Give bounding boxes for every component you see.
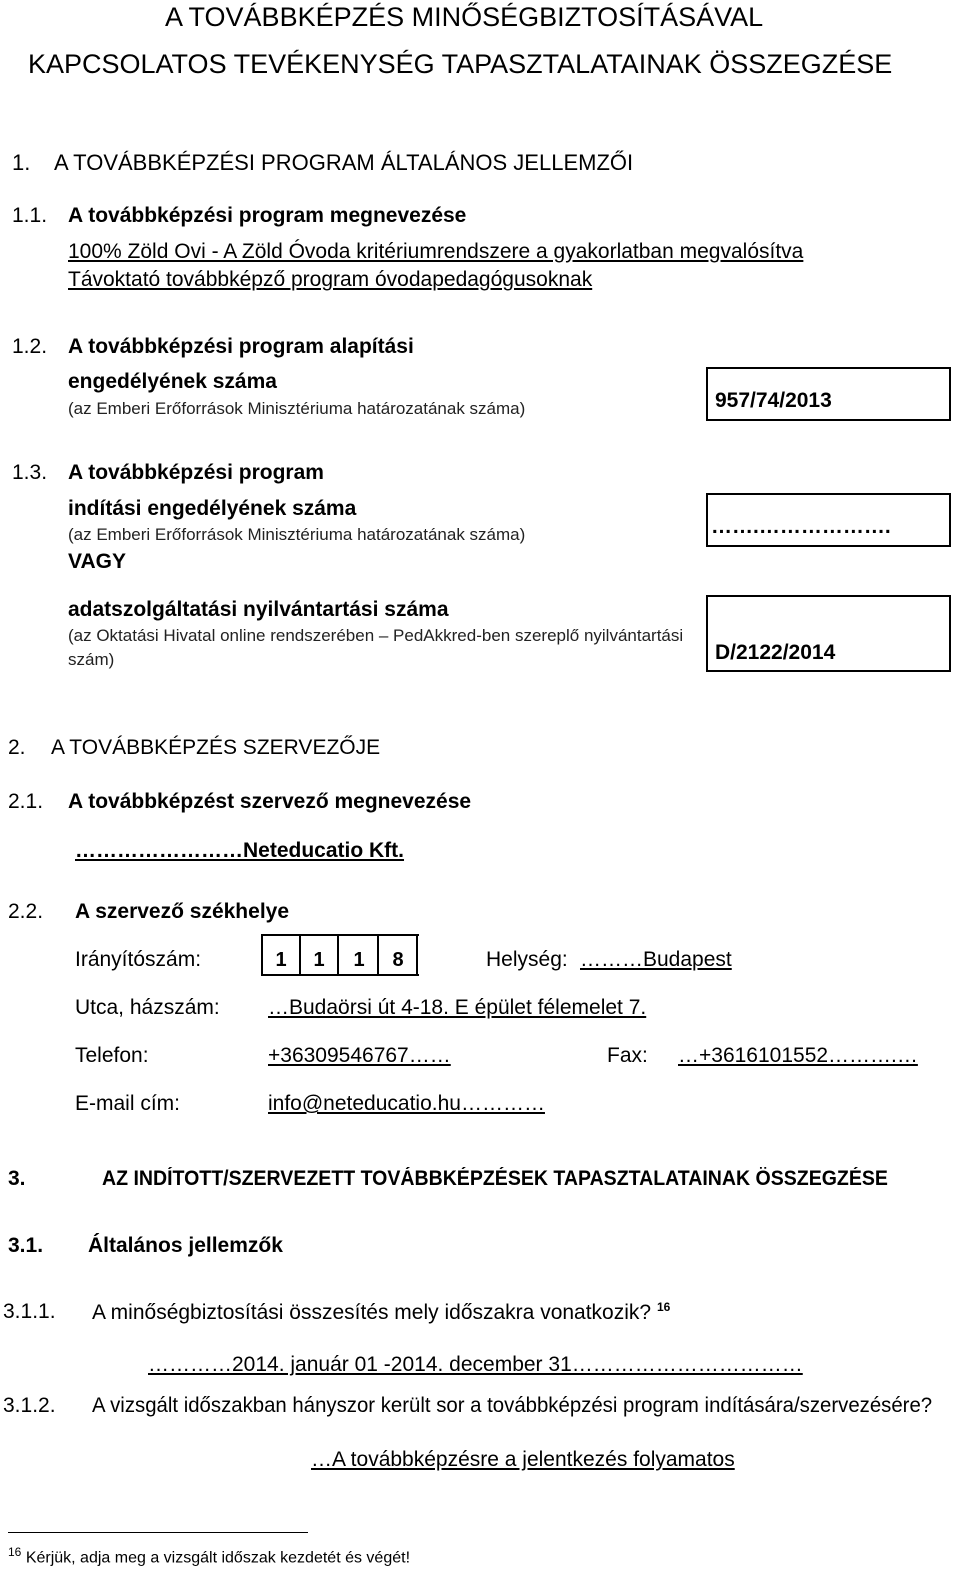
email-label: E-mail cím:	[75, 1092, 180, 1115]
s11-value-line2: Távoktató továbbképző program óvodapedagógusoknak	[68, 268, 593, 291]
section3-heading: AZ INDÍTOTT/SZERVEZETT TOVÁBBKÉPZÉSEK TAPASZTALATAINAK ÖSSZEGZÉSE	[102, 1167, 888, 1190]
footnote-number: 16	[8, 1545, 22, 1559]
s13-label-line1: A továbbképzési program	[68, 461, 324, 484]
s13-value2: D/2122/2014	[715, 641, 836, 664]
s12-label-line2: engedélyének száma	[68, 370, 277, 393]
s21-label: A továbbképzést szervező megnevezése	[68, 790, 472, 813]
q1-number: 3.1.1.	[3, 1300, 56, 1323]
s13-label-line2: indítási engedélyének száma	[68, 497, 357, 520]
zip-digit: 8	[380, 936, 418, 976]
section1-number: 1.	[12, 150, 31, 175]
s13-or: VAGY	[68, 550, 126, 573]
street-label: Utca, házszám:	[75, 996, 220, 1019]
s13-number: 1.3.	[12, 461, 48, 484]
city-label: Helység:	[486, 948, 568, 971]
phone-value: +36309546767……	[268, 1044, 451, 1067]
s12-number: 1.2.	[12, 335, 48, 358]
q1-text: A minőségbiztosítási összesítés mely időszakra vonatkozik?	[92, 1301, 652, 1324]
s21-value: ……………………Neteducatio Kft.	[75, 839, 405, 862]
q1-answer: …………2014. január 01 -2014. december 31……………………………	[148, 1353, 803, 1376]
zip-grid	[261, 934, 419, 976]
s11-number: 1.1.	[12, 204, 48, 227]
footnote-text: Kérjük, adja meg a vizsgált időszak kezdetét és végét!	[25, 1549, 411, 1567]
zip-label: Irányítószám:	[75, 948, 202, 971]
section2-heading: A TOVÁBBKÉPZÉS SZERVEZŐJE	[51, 736, 381, 759]
s13-label2: adatszolgáltatási nyilvántartási száma	[68, 598, 449, 621]
section1-heading: A TOVÁBBKÉPZÉSI PROGRAM ÁLTALÁNOS JELLEMZŐI	[54, 150, 634, 175]
q2-answer: …A továbbképzésre a jelentkezés folyamatos	[311, 1448, 735, 1471]
s13-dots-value: …….……………….	[711, 515, 891, 538]
s12-note: (az Emberi Erőforrások Minisztériuma határozatának száma)	[68, 399, 526, 418]
fax-value: …+3616101552……….…	[678, 1044, 918, 1067]
phone-label: Telefon:	[75, 1044, 149, 1067]
fax-label: Fax:	[607, 1044, 648, 1067]
zip-digit: 1	[263, 936, 301, 976]
city-value: ………Budapest	[580, 948, 732, 971]
s13-note: (az Emberi Erőforrások Minisztériuma határozatának száma)	[68, 525, 526, 544]
s13-note2-line1: (az Oktatási Hivatal online rendszerében – PedAkkred-ben szereplő nyilvántartási	[68, 626, 684, 645]
s12-value-box	[706, 367, 951, 421]
s11-label: A továbbképzési program megnevezése	[68, 204, 467, 227]
q1-question	[92, 1300, 670, 1325]
email-value: info@neteducatio.hu…………	[268, 1092, 545, 1115]
s22-number: 2.2.	[8, 900, 44, 923]
q2-text: A vizsgált időszakban hányszor került sor a továbbképzési program indítására/szervezésére?	[92, 1394, 933, 1417]
document-title-line2: KAPCSOLATOS TEVÉKENYSÉG TAPASZTALATAINAK ÖSSZEGZÉSE	[28, 49, 893, 79]
s11-value-line1: 100% Zöld Ovi - A Zöld Óvoda kritériumrendszere a gyakorlatban megvalósítva	[68, 240, 804, 263]
s31-heading: Általános jellemzők	[88, 1234, 283, 1257]
zip-digit: 1	[301, 936, 339, 976]
s12-value: 957/74/2013	[715, 389, 832, 412]
s21-number: 2.1.	[8, 790, 44, 813]
s12-label-line1: A továbbképzési program alapítási	[68, 335, 414, 358]
s22-label: A szervező székhelye	[75, 900, 290, 923]
footnote-separator	[8, 1532, 308, 1533]
street-value: …Budaörsi út 4-18. E épület félemelet 7.	[268, 996, 647, 1019]
s31-number: 3.1.	[8, 1234, 44, 1257]
s13-value2-box	[706, 595, 951, 672]
footnote	[8, 1545, 410, 1567]
s13-value-box	[706, 493, 951, 547]
q1-footnote-ref: 16	[656, 1300, 671, 1314]
s13-note2-line2: szám)	[68, 650, 115, 669]
section3-number: 3.	[8, 1167, 26, 1190]
q2-number: 3.1.2.	[3, 1394, 56, 1417]
document-title-line1: A TOVÁBBKÉPZÉS MINŐSÉGBIZTOSÍTÁSÁVAL	[165, 2, 764, 32]
zip-digit: 1	[341, 936, 379, 976]
section2-number: 2.	[8, 736, 26, 759]
